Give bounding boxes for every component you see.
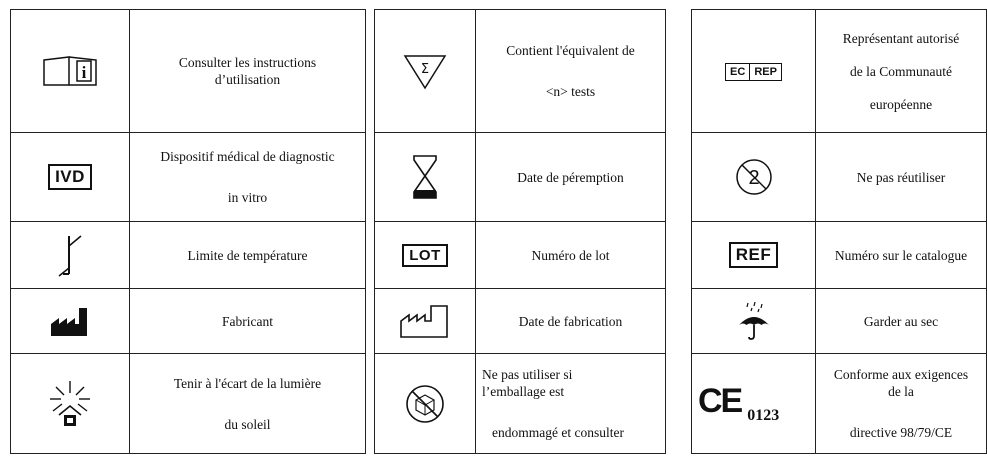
manufacturer-icon (49, 304, 91, 338)
hourglass-icon (411, 154, 439, 200)
table-row (11, 289, 366, 354)
icon-cell (692, 222, 816, 289)
symbol-label: Garder au sec (816, 289, 987, 354)
svg-text:i: i (81, 63, 87, 82)
icon-cell (692, 133, 816, 222)
table-row (375, 133, 666, 222)
keep-dry-umbrella-icon (736, 301, 772, 341)
table-row (692, 133, 987, 222)
symbol-table-2 (374, 9, 666, 454)
ref-icon: REF (729, 242, 779, 268)
icon-cell (11, 10, 130, 133)
symbol-label: Contient l'équivalent de <n> tests (476, 10, 666, 133)
do-not-use-damaged-icon (404, 383, 446, 425)
table-row (375, 10, 666, 133)
icon-cell (375, 222, 476, 289)
date-of-manufacture-icon (399, 303, 451, 339)
icon-cell (692, 354, 816, 454)
ce-mark-icon: CE 0123 (698, 382, 780, 424)
table-row (692, 289, 987, 354)
symbol-label: Limite de température (130, 222, 366, 289)
table-row (692, 354, 987, 454)
symbol-label: Consulter les instructions d’utilisation (130, 10, 366, 133)
table-row (375, 222, 666, 289)
icon-cell (11, 133, 130, 222)
lot-icon: LOT (402, 244, 448, 267)
table-row (11, 10, 366, 133)
ivd-icon: IVD (48, 164, 92, 190)
icon-cell (692, 10, 816, 133)
icon-cell (375, 354, 476, 454)
svg-text:2: 2 (747, 167, 760, 189)
table-row (11, 222, 366, 289)
icon-cell (375, 289, 476, 354)
instructions-book-icon (41, 54, 99, 88)
symbol-label: Dispositif médical de diagnostic in vitro (130, 133, 366, 222)
do-not-reuse-icon (734, 157, 774, 197)
icon-cell (375, 10, 476, 133)
symbol-label: Tenir à l'écart de la lumière du soleil (130, 354, 366, 454)
symbol-label: Date de fabrication (476, 289, 666, 354)
icon-cell (11, 354, 130, 454)
temperature-limit-icon (55, 232, 85, 278)
icon-cell (692, 289, 816, 354)
symbol-table-3 (691, 9, 987, 454)
table-row (375, 354, 666, 454)
symbol-label: Ne pas réutiliser (816, 133, 987, 222)
table-row (692, 222, 987, 289)
svg-text:Σ: Σ (420, 62, 430, 77)
symbol-label: Conforme aux exigences de la directive 98/79/CE (816, 354, 987, 454)
ec-rep-icon: EC REP (725, 63, 782, 81)
symbol-table-1 (10, 9, 366, 454)
symbol-label: Ne pas utiliser si l’emballage est endommagé et consulter (476, 354, 666, 454)
table-row (11, 133, 366, 222)
symbol-label: Représentant autorisé de la Communauté européenne (816, 10, 987, 133)
icon-cell (11, 289, 130, 354)
icon-cell (11, 222, 130, 289)
table-row (692, 10, 987, 133)
keep-away-sunlight-icon (47, 379, 93, 429)
icon-cell (375, 133, 476, 222)
sigma-tests-icon (402, 51, 448, 91)
symbol-label: Fabricant (130, 289, 366, 354)
table-row (375, 289, 666, 354)
symbol-label: Numéro sur le catalogue (816, 222, 987, 289)
table-row (11, 354, 366, 454)
symbol-label: Date de péremption (476, 133, 666, 222)
symbol-label: Numéro de lot (476, 222, 666, 289)
